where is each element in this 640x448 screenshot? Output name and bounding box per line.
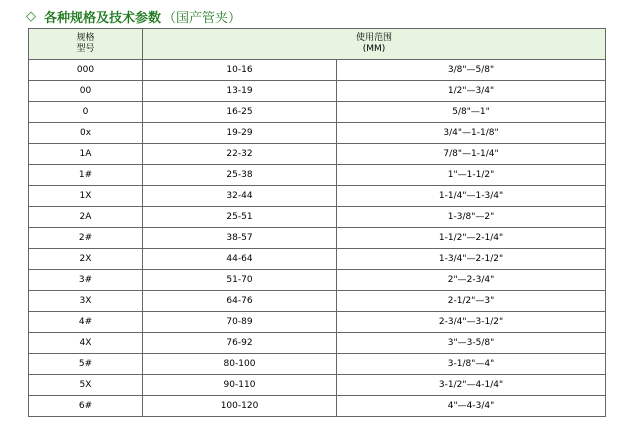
cell-range-inch: 1-1/4"—1-3/4" xyxy=(337,186,606,207)
cell-range-mm: 38-57 xyxy=(143,228,337,249)
cell-model: 2# xyxy=(29,228,143,249)
header-model-line2: 型号 xyxy=(76,44,95,54)
header-range xyxy=(143,29,606,60)
cell-range-inch: 1/2"—3/4" xyxy=(337,81,606,102)
cell-range-inch: 1-3/8"—2" xyxy=(337,207,606,228)
cell-model: 0x xyxy=(29,123,143,144)
header-model-line1: 规格 xyxy=(76,33,95,43)
cell-range-mm: 70-89 xyxy=(143,312,337,333)
cell-range-inch: 3"—3-5/8" xyxy=(337,333,606,354)
cell-range-inch: 5/8"—1" xyxy=(337,102,606,123)
cell-range-inch: 7/8"—1-1/4" xyxy=(337,144,606,165)
table-body xyxy=(29,60,606,417)
cell-range-mm: 76-92 xyxy=(143,333,337,354)
table-row xyxy=(29,270,606,291)
section-heading xyxy=(26,6,241,26)
table-row xyxy=(29,333,606,354)
cell-range-mm: 10-16 xyxy=(143,60,337,81)
cell-model: 2X xyxy=(29,249,143,270)
spec-table xyxy=(28,28,606,417)
cell-model: 1# xyxy=(29,165,143,186)
table-row xyxy=(29,354,606,375)
cell-model: 00 xyxy=(29,81,143,102)
cell-range-mm: 25-38 xyxy=(143,165,337,186)
header-model xyxy=(29,29,143,60)
table-row xyxy=(29,291,606,312)
cell-range-inch: 1-1/2"—2-1/4" xyxy=(337,228,606,249)
table-row xyxy=(29,60,606,81)
cell-model: 1A xyxy=(29,144,143,165)
table-row xyxy=(29,228,606,249)
cell-range-inch: 2-3/4"—3-1/2" xyxy=(337,312,606,333)
cell-range-mm: 51-70 xyxy=(143,270,337,291)
cell-range-inch: 2-1/2"—3" xyxy=(337,291,606,312)
cell-range-mm: 32-44 xyxy=(143,186,337,207)
cell-range-mm: 80-100 xyxy=(143,354,337,375)
table-row xyxy=(29,165,606,186)
cell-model: 4# xyxy=(29,312,143,333)
table-row xyxy=(29,81,606,102)
cell-model: 0 xyxy=(29,102,143,123)
cell-range-mm: 44-64 xyxy=(143,249,337,270)
table-row xyxy=(29,144,606,165)
table-row xyxy=(29,375,606,396)
cell-model: 3X xyxy=(29,291,143,312)
cell-range-inch: 3/4"—1-1/8" xyxy=(337,123,606,144)
cell-range-inch: 3-1/2"—4-1/4" xyxy=(337,375,606,396)
cell-range-inch: 3-1/8"—4" xyxy=(337,354,606,375)
cell-model: 000 xyxy=(29,60,143,81)
table-row xyxy=(29,123,606,144)
table-row xyxy=(29,102,606,123)
cell-range-inch: 3/8"—5/8" xyxy=(337,60,606,81)
cell-model: 4X xyxy=(29,333,143,354)
cell-model: 1X xyxy=(29,186,143,207)
cell-model: 6# xyxy=(29,396,143,417)
cell-range-mm: 13-19 xyxy=(143,81,337,102)
table-row xyxy=(29,396,606,417)
cell-model: 3# xyxy=(29,270,143,291)
cell-range-mm: 16-25 xyxy=(143,102,337,123)
cell-model: 5# xyxy=(29,354,143,375)
cell-range-inch: 1"—1-1/2" xyxy=(337,165,606,186)
cell-model: 2A xyxy=(29,207,143,228)
diamond-icon: ◇ xyxy=(26,8,36,24)
cell-model: 5X xyxy=(29,375,143,396)
cell-range-mm: 100-120 xyxy=(143,396,337,417)
table-row xyxy=(29,249,606,270)
cell-range-mm: 64-76 xyxy=(143,291,337,312)
header-range-line1: 使用范围 xyxy=(356,33,393,43)
cell-range-mm: 19-29 xyxy=(143,123,337,144)
section-subtitle: （国产管夹） xyxy=(163,10,242,26)
header-range-unit: (MM) xyxy=(362,44,386,54)
cell-range-inch: 2"—2-3/4" xyxy=(337,270,606,291)
table-header-row xyxy=(29,29,606,60)
table-row xyxy=(29,312,606,333)
cell-range-mm: 90-110 xyxy=(143,375,337,396)
section-title: 各种规格及技术参数 xyxy=(44,10,162,26)
cell-range-inch: 1-3/4"—2-1/2" xyxy=(337,249,606,270)
cell-range-mm: 25-51 xyxy=(143,207,337,228)
cell-range-mm: 22-32 xyxy=(143,144,337,165)
table-row xyxy=(29,186,606,207)
cell-range-inch: 4"—4-3/4" xyxy=(337,396,606,417)
table-row xyxy=(29,207,606,228)
